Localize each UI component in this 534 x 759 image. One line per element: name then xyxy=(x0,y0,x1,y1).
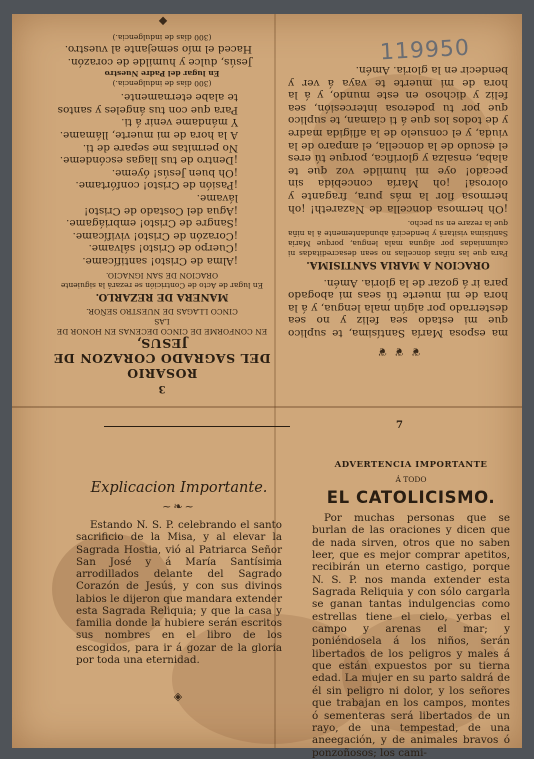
verse-list xyxy=(52,91,272,267)
catalog-number: 119950 xyxy=(379,35,471,66)
verse-line: Para que con tus ángeles y santos xyxy=(57,103,238,116)
upper-right-panel xyxy=(288,64,508,358)
rosary-heading-title: DEL SAGRADO CORAZON DE JESUS, xyxy=(53,336,271,367)
verse-line: ¡Dentro de tus llagas escóndeme. xyxy=(59,154,238,167)
fold-crease xyxy=(12,406,522,408)
rubric-text: Para que las niñas doncellas no sean desacreditadas ni calumniadas por alguna mala lengua, porque María Santísima visitará y bendecirá abundantemente á la niña que la rezare en su pecho. xyxy=(288,218,508,258)
explanation-body: Estando N. S. P. celebrando el santo sacrificio de la Misa, y al elevar la Sagrada Hostia, vió al Patriarca Señor San José y á María Santísima arrodillados delante del Sagrado Corazón de Jesús, y con sus divinos labios le dijeron que mandara extender esta Sagrada Reliquia; y que la casa y familia donde la hubiere serán escritos sus nombres en el libro de los escogidos, para ir á gozar de la gloria por toda una eternidad. xyxy=(76,519,282,666)
lower-right-panel xyxy=(312,426,510,759)
verse-line: ¡Oh buen Jesús! óyeme. xyxy=(111,166,238,179)
rubric-text: En lugar del Padre Nuestro xyxy=(104,68,220,78)
verse-line: ¡Sangre de Cristo! embriágame. xyxy=(66,217,238,230)
verse-line: Jesús, dulce y humilde de corazón. xyxy=(67,55,252,68)
indulgence-note: (300 días de indulgencia.) xyxy=(112,33,212,43)
rosary-heading: ROSARIO xyxy=(126,366,198,382)
document-sheet xyxy=(12,14,522,759)
verse-line: ¡Cuerpo de Cristo! sálvame. xyxy=(88,242,238,255)
verse-line: te alabe eternamente. xyxy=(120,91,238,104)
catholicism-title: EL CATOLICISMO. xyxy=(326,488,496,507)
verse-line: Y mándame venir á ti. xyxy=(121,116,238,129)
verse-line: A la hora de mi muerte, llámame. xyxy=(59,129,238,142)
ornament-icon: ◆ xyxy=(156,15,168,29)
verse-line: ¡Alma de Cristo! santifícame. xyxy=(82,255,238,267)
verse-line: ¡Corazón de Cristo! vivifícame. xyxy=(72,229,238,242)
upper-left-panel xyxy=(52,15,272,394)
verse-line: Haced el mío semejante al vuestro. xyxy=(64,43,252,56)
warning-subheader: Á TODO xyxy=(395,475,427,484)
rubric-text: En lugar de Acto de Contrición se rezará la siguiente xyxy=(60,281,264,290)
rosary-heading-sub: EN CONFORME DE CINCO DECENAS EN HONOR DE LAS xyxy=(56,317,268,337)
prayer-continuation: ma esposa María Santísima, te suplico que mi estado sea feliz y no sea desterrado por algún mala lengua, y á la hora de mi muerte tú seas mi abogado para ir á gozar de la gloria. Amén. xyxy=(288,276,508,339)
explanation-title: Explicacion Importante. xyxy=(90,480,268,496)
ornament-icon: ~❧~ xyxy=(162,500,196,513)
verse-line: ¡Agua del Costado de Cristo! lávame. xyxy=(84,192,238,217)
warning-header: ADVERTENCIA IMPORTANTE xyxy=(334,460,488,470)
section-subtitle: MANERA DE REZARLO. xyxy=(95,291,229,303)
page-number: 3 xyxy=(158,383,166,394)
divider-rule xyxy=(104,426,290,427)
ornament-icon: ❦ ❦ ❦ xyxy=(375,345,421,358)
verse-line: ¡Pasión de Cristo! confórtame. xyxy=(75,179,238,192)
prayer-title: ORACION A MARIA SANTISIMA. xyxy=(306,259,490,271)
verse-line: No permitas me separe de ti. xyxy=(82,141,238,154)
rubric-text: ORACION DE SAN IGNACIO. xyxy=(105,271,219,280)
ornament-icon: ◈ xyxy=(173,690,185,703)
lower-left-panel xyxy=(76,480,282,703)
prayer-body: ¡Oh hermosa doncella de Nazareth! ¡oh hermosa flor la más pura, fragante y olorosa! ¡oh María concebida sin pecado! oye mi humilde voz que te alaba, ensalza y glorifica, porque tú eres el escudo de la doncella, el amparo de la viuda, y el consuelo de la afligida madre y de todos los que á ti claman, te suplico que por tu poderosa intercesión, sea feliz y dichoso en este mundo, y á la hora de mi muerte te vaya á ver y bendecir en la gloria. Amén. xyxy=(288,64,508,215)
page-number: 7 xyxy=(396,420,403,431)
warning-body: Por muchas personas que se burlan de las oraciones y dicen que de nada sirven, otros que no saben leer, que es mejor comprar apetitos, recibirán un eterno castigo, porque N. S. P. nos manda extender esta Sagrada Reliquia y con sólo cargarla se ganan tantas indulgencias como estrellas tiene el cielo, yerbas el campo y arenas el mar; y poniéndosela á los niños, serán libertados de los peligros y males á que están expuestos por su tierna edad. La mujer en su parto saldrá de él sin peligro ni dolor, y los señores que trabajan en los campos, montes ó sementeras será libertados de un rayo, de una tempestad, de una aneegación, y de animales bravos ó ponzoñosos; los cami- xyxy=(312,512,510,759)
rosary-heading-sub: CINCO LLAGAS DE NUESTRO SEÑOR. xyxy=(86,307,238,317)
indulgence-note: (300 días de indulgencia.) xyxy=(112,78,212,88)
